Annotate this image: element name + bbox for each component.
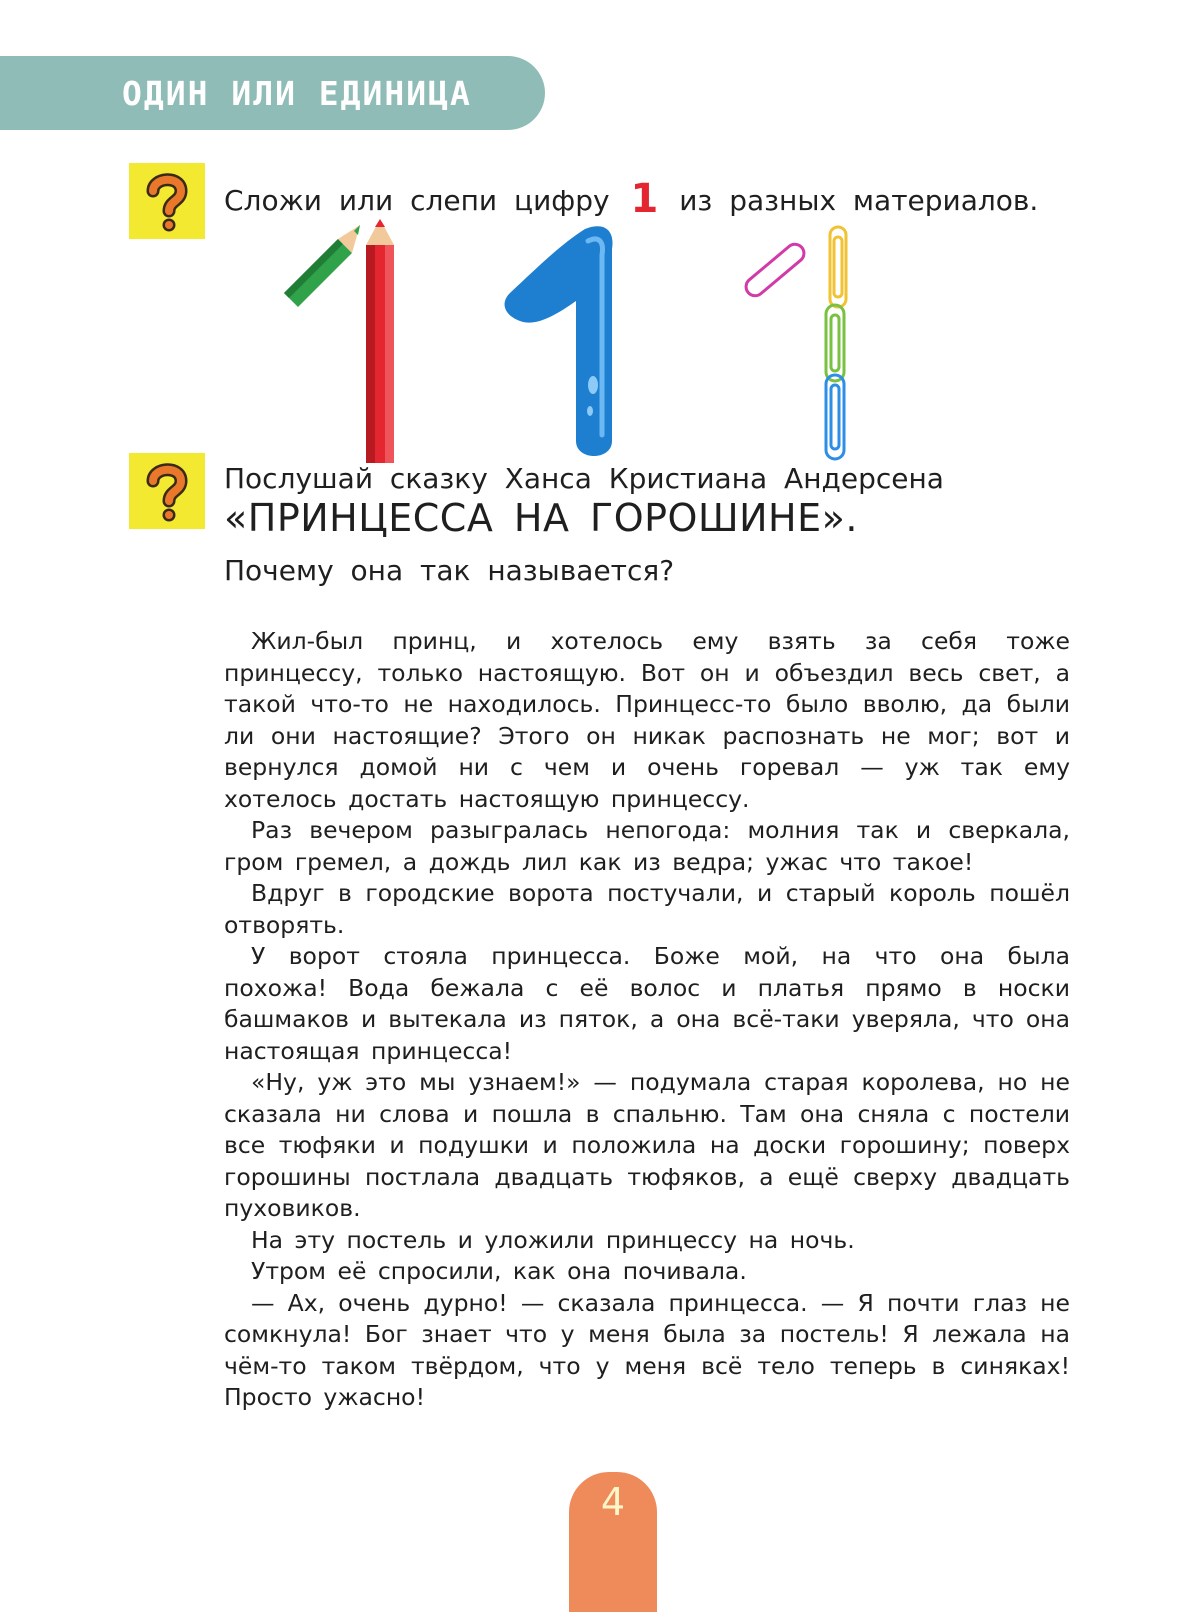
story-paragraph: На эту постель и уложили принцессу на ночь. <box>251 1225 855 1254</box>
story-paragraph: Раз вечером разыгралась непогода: молния так и сверкала, гром гремел, а дождь лил как из ведра; ужас что такое! <box>224 816 1070 876</box>
story-paragraph: Утром её спросили, как она почивала. <box>251 1257 747 1285</box>
page-number: 4 <box>600 1480 626 1524</box>
plasticine-digit-one <box>505 226 613 456</box>
task-text-after: из разных материалов. <box>679 184 1039 217</box>
story-paragraph: «Ну, уж это мы узнаем!» — подумала старая королева, но не сказала ни слова и пошла в спальню. Там она сняла с постели все тюфяки и подушки и положила на доски горошину; поверх горошины постлала двадцать тюфяков, а ещё сверху двадцать пуховиков. <box>224 1068 1070 1222</box>
page-title: ОДИН ИЛИ ЕДИНИЦА <box>122 74 472 113</box>
tale-question: Почему она так называется? <box>224 554 675 587</box>
story-paragraph: Вдруг в городские ворота постучали, и старый король пошёл отворять. <box>224 879 1070 939</box>
listen-instruction: Послушай сказку Ханса Кристиана Андерсена <box>224 462 944 495</box>
header-banner <box>0 56 545 130</box>
red-digit: 1 <box>630 176 659 222</box>
digit-illustrations <box>0 215 1200 465</box>
task-text-before: Сложи или слепи цифру <box>224 184 610 217</box>
page-number-tab <box>569 1472 657 1612</box>
paperclips-digit-one <box>742 227 846 459</box>
story-paragraph: — Ах, очень дурно! — сказала принцесса. — Я почти глаз не сомкнула! Бог знает что у меня была за постель! Я лежала на чём-то таком твёрдом, что у меня всё тело теперь в синяках! Просто ужасно! <box>224 1288 1070 1411</box>
question-icon <box>129 453 205 529</box>
tale-title: «ПРИНЦЕССА НА ГОРОШИНЕ». <box>224 496 858 540</box>
story-paragraph: Жил-был принц, и хотелось ему взять за себя тоже принцессу, только настоящую. Вот он и объездил весь свет, а такой что-то не находилось. Принцесс-то было вволю, да были ли они настоящие? Этого он никак распознать не мог; вот и вернулся домой ни с чем и очень горевал — уж так ему хотелось достать настоящую принцессу. <box>224 627 1070 813</box>
pencils-digit-one <box>284 219 394 463</box>
story-paragraph: У ворот стояла принцесса. Боже мой, на что она была похожа! Вода бежала с её волос и платья прямо в носки башмаков и вытекала из пяток, а она всё-таки уверяла, что она настоящая принцесса! <box>224 942 1070 1065</box>
story-text <box>224 626 1070 1414</box>
